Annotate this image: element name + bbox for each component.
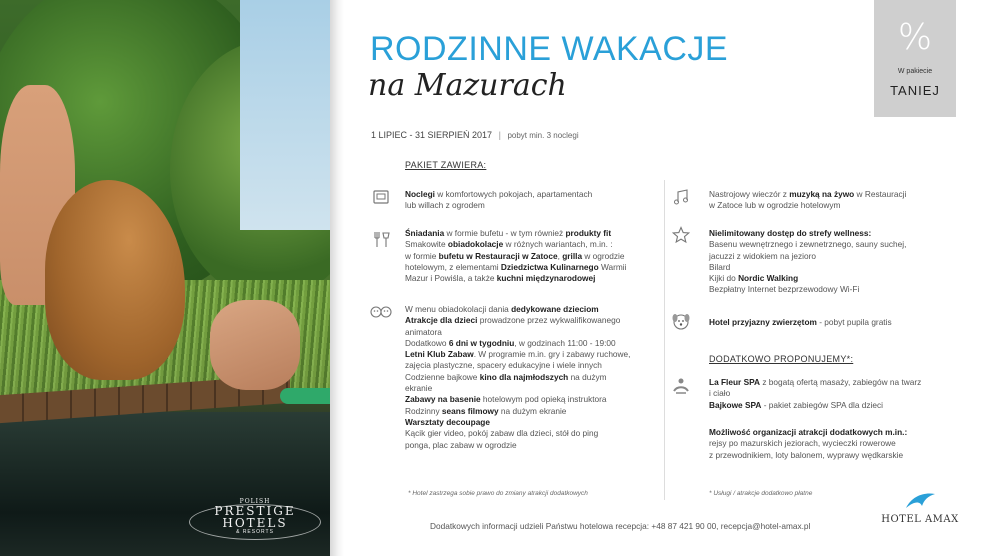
badge-line1: W pakiecie <box>897 68 933 75</box>
star-icon <box>672 226 690 244</box>
logo-text-1: PRESTIGE <box>214 504 296 518</box>
bold-text: kino dla najmłodszych <box>479 371 569 382</box>
bold-text: Letni Klub Zabaw <box>405 349 474 360</box>
girl-crouching <box>210 300 300 390</box>
spa-icon <box>671 376 689 394</box>
logo-small-text: POLISH <box>239 498 271 505</box>
bold-text: Atrakcje dla dzieci <box>405 315 478 326</box>
bold-text: Dziedzictwa Kulinarnego <box>500 261 599 272</box>
bold-text: Noclegi <box>405 189 435 199</box>
bold-text: Zabawy na basenie <box>405 394 481 405</box>
prestige-hotels-logo <box>195 498 315 546</box>
date-range: 1 LIPIEC - 31 SIERPIEŃ 2017 <box>371 130 493 140</box>
bold-text: bufetu w Restauracji w Zatoce <box>438 250 558 261</box>
section-title-package: PAKIET ZAWIERA: <box>405 160 487 170</box>
bold-text: La Fleur SPA <box>709 377 761 387</box>
list-item-accommodation: Noclegi w komfortowych pokojach, apartamentach lub willach z ogrodem <box>405 189 593 211</box>
bed-icon <box>372 188 390 206</box>
hotel-name: HOTEL AMAX <box>881 514 959 525</box>
page-title: RODZINNE WAKACJE <box>370 30 729 68</box>
discount-badge <box>874 0 956 117</box>
bold-text: grilla <box>562 250 583 261</box>
bold-text: 6 dni w tygodniu <box>448 337 515 348</box>
list-item-kids: W menu obiadokolacji dania dedykowane dzieciom Atrakcje dla dzieci prowadzone przez wykwalifikowanego animatora Dodatkowo 6 dni w tygodniu, w godzinach 11:00 - 19:00 Letni Klub Zabaw. W programie m.in. gry i zabawy ruchowe, zajęcia plastyczne, spacery edukacyjne i wiele innych Codzienne bajkowe kino dla najmłodszych na dużym ekranie Zabawy na basenie hotelowym pod opieką instruktora Rodzinny seans filmowy na dużym ekranie Warsztaty decoupage Kącik gier video, pokój zabaw dla dzieci, stół do ping ponga, plac zabaw w ogrodzie <box>405 304 631 450</box>
bold-text: muzyką na żywo <box>789 189 855 199</box>
bold-text: Bajkowe SPA <box>709 399 762 410</box>
wave-logo-icon <box>902 490 938 512</box>
logo-text-2: HOTELS <box>222 516 288 530</box>
list-item-music: Nastrojowy wieczór z muzyką na żywo w Restauracji w Zatoce lub w ogrodzie hotelowym <box>709 189 907 211</box>
bold-text: dedykowane dzieciom <box>511 304 599 314</box>
bold-text: kuchni międzynarodowej <box>496 273 596 284</box>
badge-line2: TANIEJ <box>890 83 940 98</box>
kids-icon <box>370 304 392 322</box>
page-subtitle: na Mazurach <box>368 68 567 103</box>
column-divider <box>664 180 665 500</box>
list-item-extra-activities: Możliwość organizacji atrakcji dodatkowych m.in.: rejsy po mazurskich jeziorach, wycieczki rowerowe z przewodnikiem, loty balonem, wyprawy wędkarskie <box>709 427 908 460</box>
date-line <box>371 130 579 140</box>
bold-text: Śniadania <box>405 228 445 238</box>
hero-photo <box>0 0 330 556</box>
bold-text: Warsztaty decoupage <box>405 416 490 427</box>
contact-line: Dodatkowych informacji udzieli Państwu hotelowa recepcja: +48 87 421 90 00, recepcja@hotel-amax.pl <box>430 521 811 531</box>
fork-knife-icon <box>372 230 390 248</box>
list-item-meals: Śniadania w formie bufetu - w tym również produkty fit Smakowite obiadokolacje w różnych wariantach, m.in. : w formie bufetu w Restauracji w Zatoce, grilla w ogrodzie hotelowym, z elementami Dziedzictwa Kulinarnego Warmii Mazur i Powiśla, a także kuchni międzynarodowej <box>405 228 627 284</box>
dog-icon <box>671 312 689 330</box>
separator: | <box>498 130 501 140</box>
bold-text: Hotel przyjazny zwierzętom <box>709 317 817 327</box>
footnote-left: * Hotel zastrzega sobie prawo do zmiany atrakcji dodatkowych <box>408 490 588 497</box>
logo-sub-text: & RESORTS <box>236 529 274 535</box>
page-fold-shadow <box>330 0 344 556</box>
bold-text: Możliwość organizacji atrakcji dodatkowych m.in.: <box>709 427 908 437</box>
stay-note: pobyt min. 3 noclegi <box>507 131 579 140</box>
bold-text: seans filmowy <box>441 405 499 416</box>
hotel-amax-logo <box>870 490 970 525</box>
list-item-wellness: Nielimitowany dostęp do strefy wellness: Basenu wewnętrznego i zewnetrznego, sauny suchej, jacuzzi z widokiem na jezioro Bilard Kijki do Nordic Walking Bezpłatny Internet bezprzewodowy Wi-Fi <box>709 228 907 295</box>
footnote-right: * Usługi / atrakcje dodatkowo płatne <box>709 490 813 497</box>
bold-text: obiadokolacje <box>447 239 504 250</box>
section-title-extras: DODATKOWO PROPONUJEMY*: <box>709 354 854 364</box>
percent-icon: % <box>897 17 933 58</box>
bold-text: produkty fit <box>565 228 612 238</box>
paddle-board <box>280 388 330 404</box>
music-note-icon <box>672 188 690 206</box>
list-item-pets: Hotel przyjazny zwierzętom - pobyt pupila gratis <box>709 317 892 327</box>
list-item-spa: La Fleur SPA z bogatą ofertą masaży, zabiegów na twarz i ciało Bajkowe SPA - pakiet zabiegów SPA dla dzieci <box>709 377 922 410</box>
bold-text: Nordic Walking <box>738 273 799 284</box>
bold-text: Nielimitowany dostęp do strefy wellness: <box>709 228 872 238</box>
sky <box>240 0 330 230</box>
